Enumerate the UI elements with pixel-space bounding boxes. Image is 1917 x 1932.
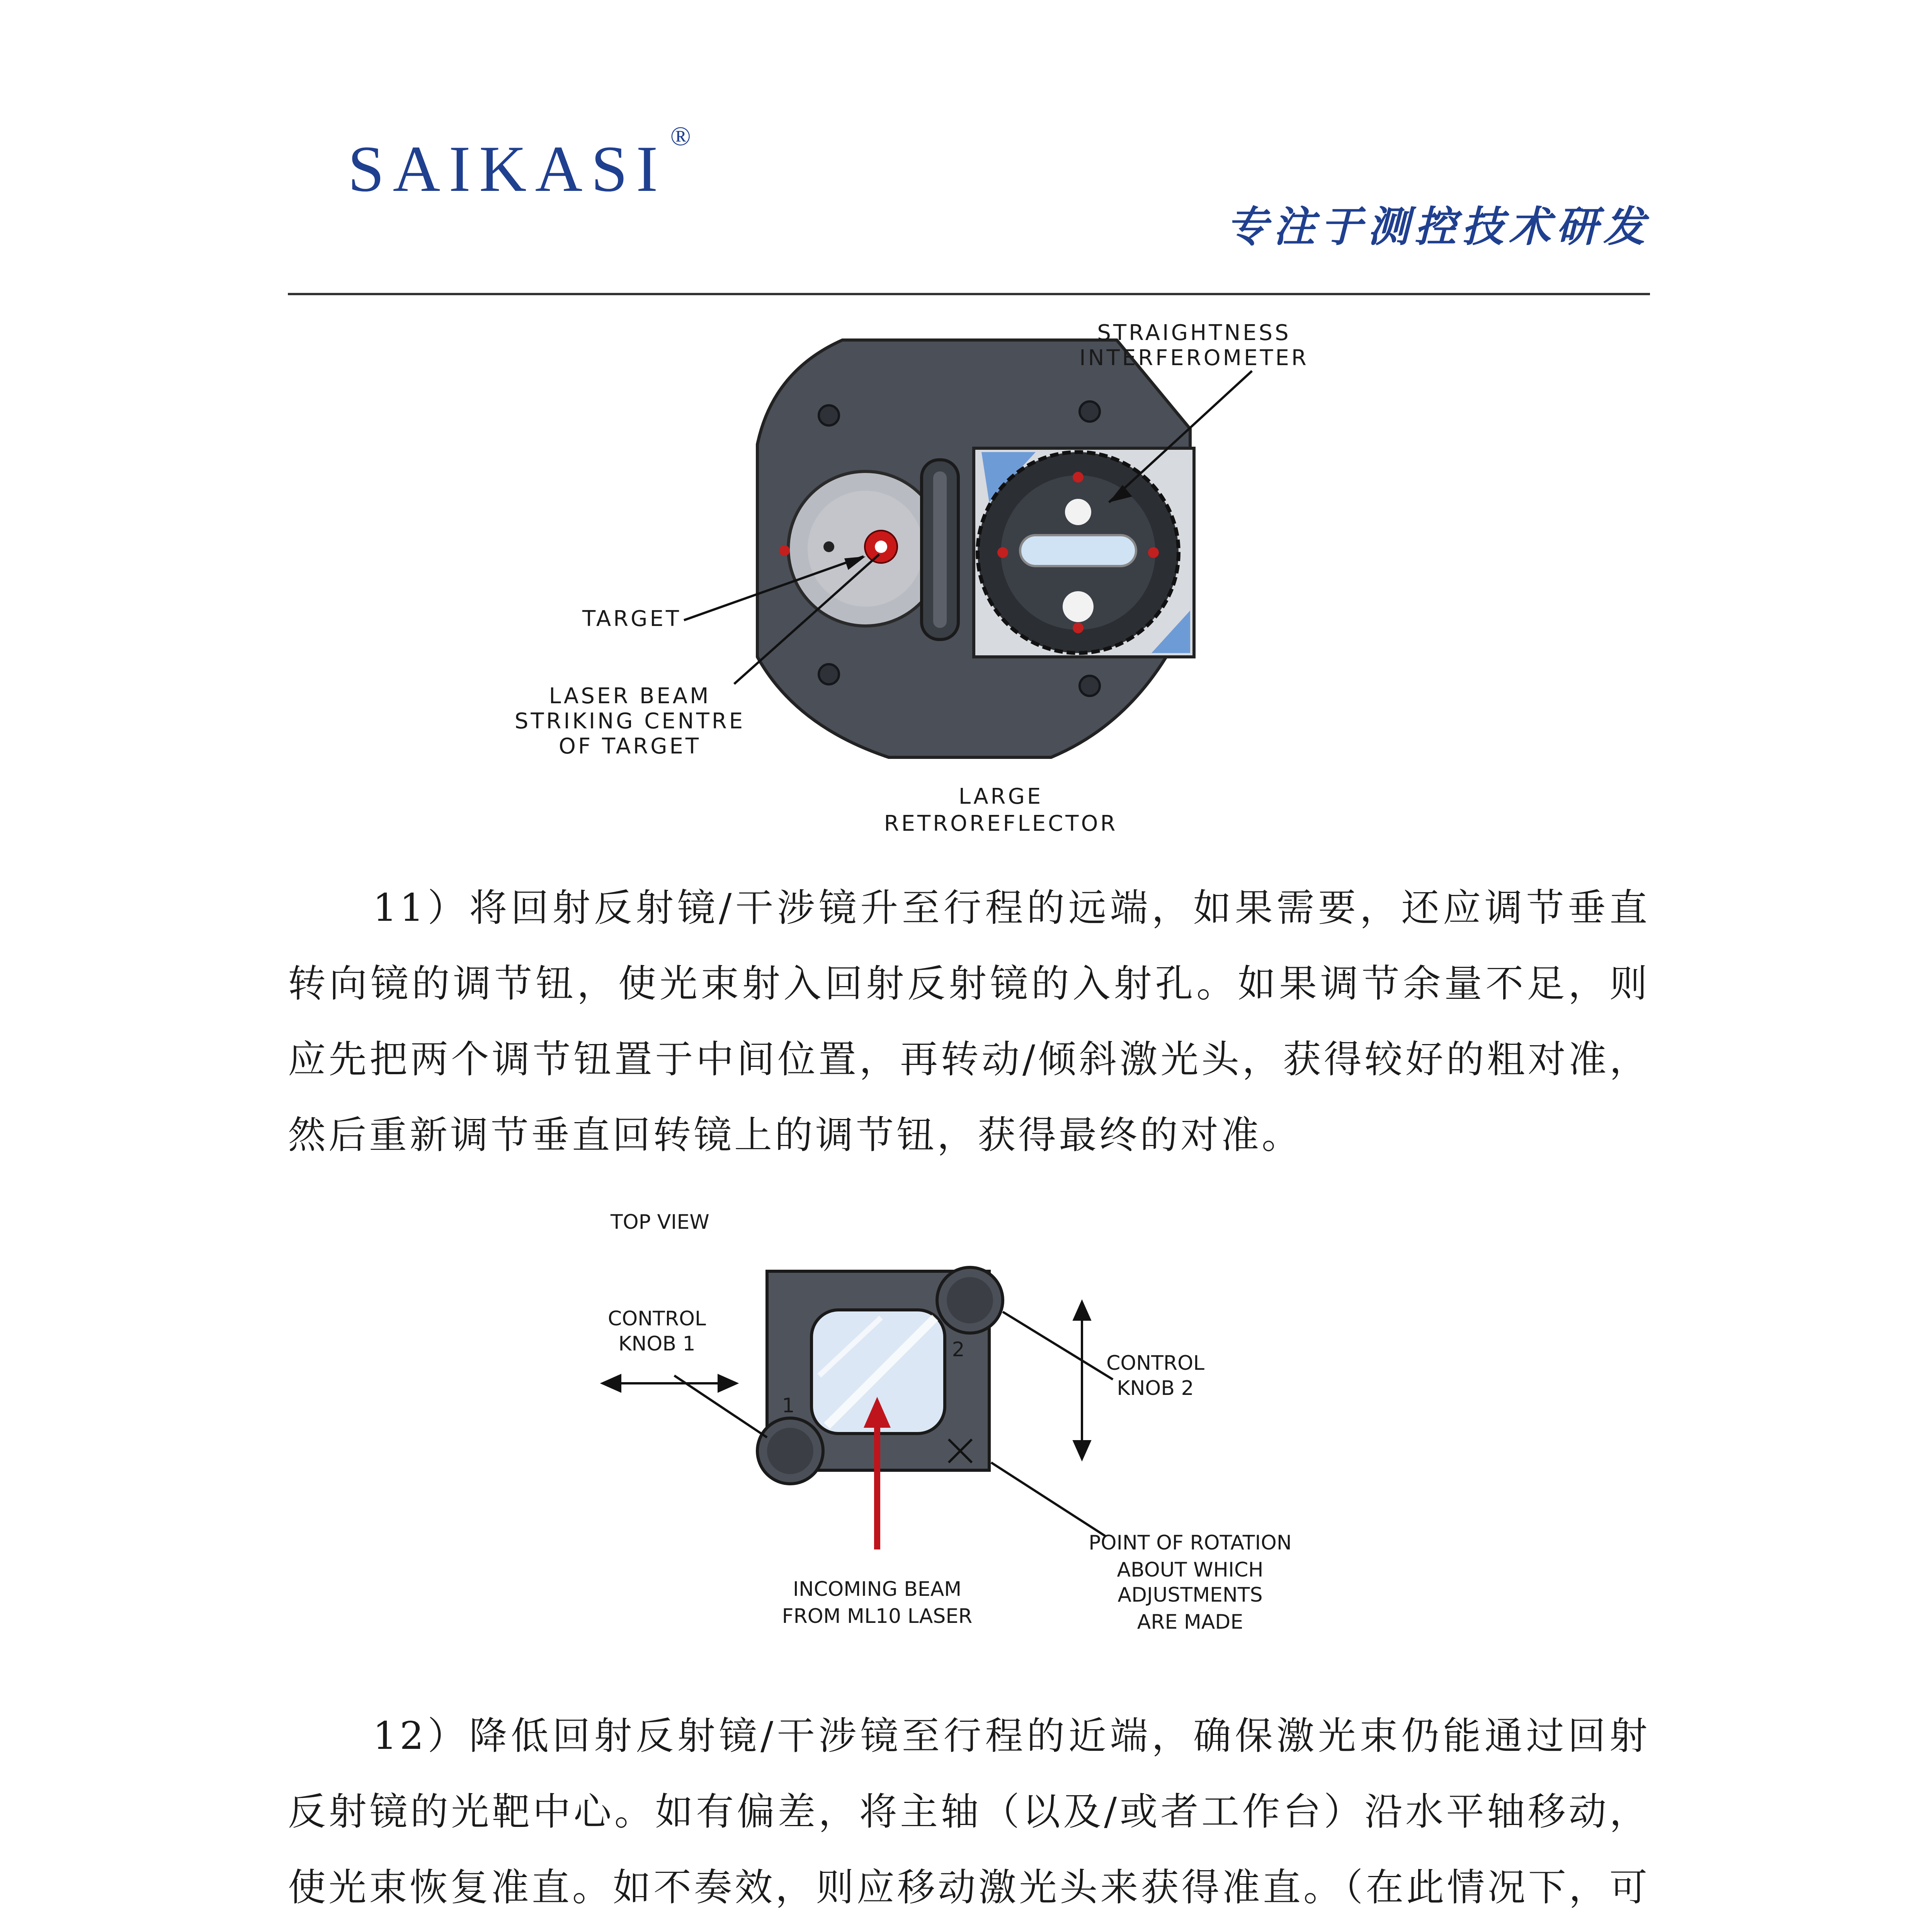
- label-are-made: ARE MADE: [1137, 1611, 1243, 1634]
- paragraph-12: 12）降低回射反射镜/干涉镜至行程的近端，确保激光束仍能通过回射反射镜的光靶中心。如有偏差，将主轴（以及/或者工作台）沿水平轴移动，使光束恢复准直。如不奏效，则应移动激光头来获得准直。（在此情况下，可: [288, 1714, 1650, 1910]
- label-knob1-name: KNOB 1: [618, 1332, 696, 1355]
- header-divider: [288, 293, 1650, 295]
- label-knob1-control: CONTROL: [608, 1307, 706, 1330]
- header-tagline: 专注于测控技术研发: [1226, 203, 1650, 251]
- paragraph-11: 11）将回射反射镜/干涉镜升至行程的远端，如果需要，还应调节垂直转向镜的调节钮，使光束射入回射反射镜的入射孔。如果调节余量不足，则应先把两个调节钮置于中间位置，再转动/倾斜激光头，获得较好的粗对准，然后重新调节垂直回转镜上的调节钮，获得最终的对准。: [288, 886, 1650, 1157]
- label-knob1-number: 1: [782, 1394, 795, 1417]
- figure-top-view: [580, 1190, 1352, 1654]
- figure-retroreflector: [502, 309, 1468, 862]
- label-laser-beam: LASER BEAM: [549, 684, 711, 709]
- label-straightness: STRAIGHTNESS: [1097, 320, 1291, 345]
- label-large: LARGE: [958, 784, 1043, 809]
- label-adjustments: ADJUSTMENTS: [1118, 1583, 1263, 1607]
- label-striking-centre: STRIKING CENTRE: [514, 709, 745, 734]
- company-logo: [348, 122, 691, 207]
- label-interferometer: INTERFEROMETER: [1079, 345, 1309, 371]
- label-incoming-beam: INCOMING BEAM: [793, 1578, 962, 1601]
- registered-mark: ®: [670, 122, 691, 152]
- label-retroreflector: RETROREFLECTOR: [884, 811, 1118, 836]
- label-knob2-number: 2: [952, 1338, 965, 1361]
- label-knob2-control: CONTROL: [1106, 1352, 1204, 1375]
- interferometer-window: [1020, 535, 1136, 566]
- label-point-of-rotation: POINT OF ROTATION: [1089, 1531, 1292, 1554]
- logo-text: SAIKASI: [348, 133, 667, 205]
- label-about-which: ABOUT WHICH: [1117, 1558, 1264, 1582]
- label-of-target: OF TARGET: [558, 734, 701, 759]
- label-knob2-name: KNOB 2: [1117, 1377, 1194, 1400]
- label-target: TARGET: [582, 606, 682, 631]
- label-top-view: TOP VIEW: [611, 1211, 709, 1234]
- label-from-laser: FROM ML10 LASER: [782, 1605, 973, 1628]
